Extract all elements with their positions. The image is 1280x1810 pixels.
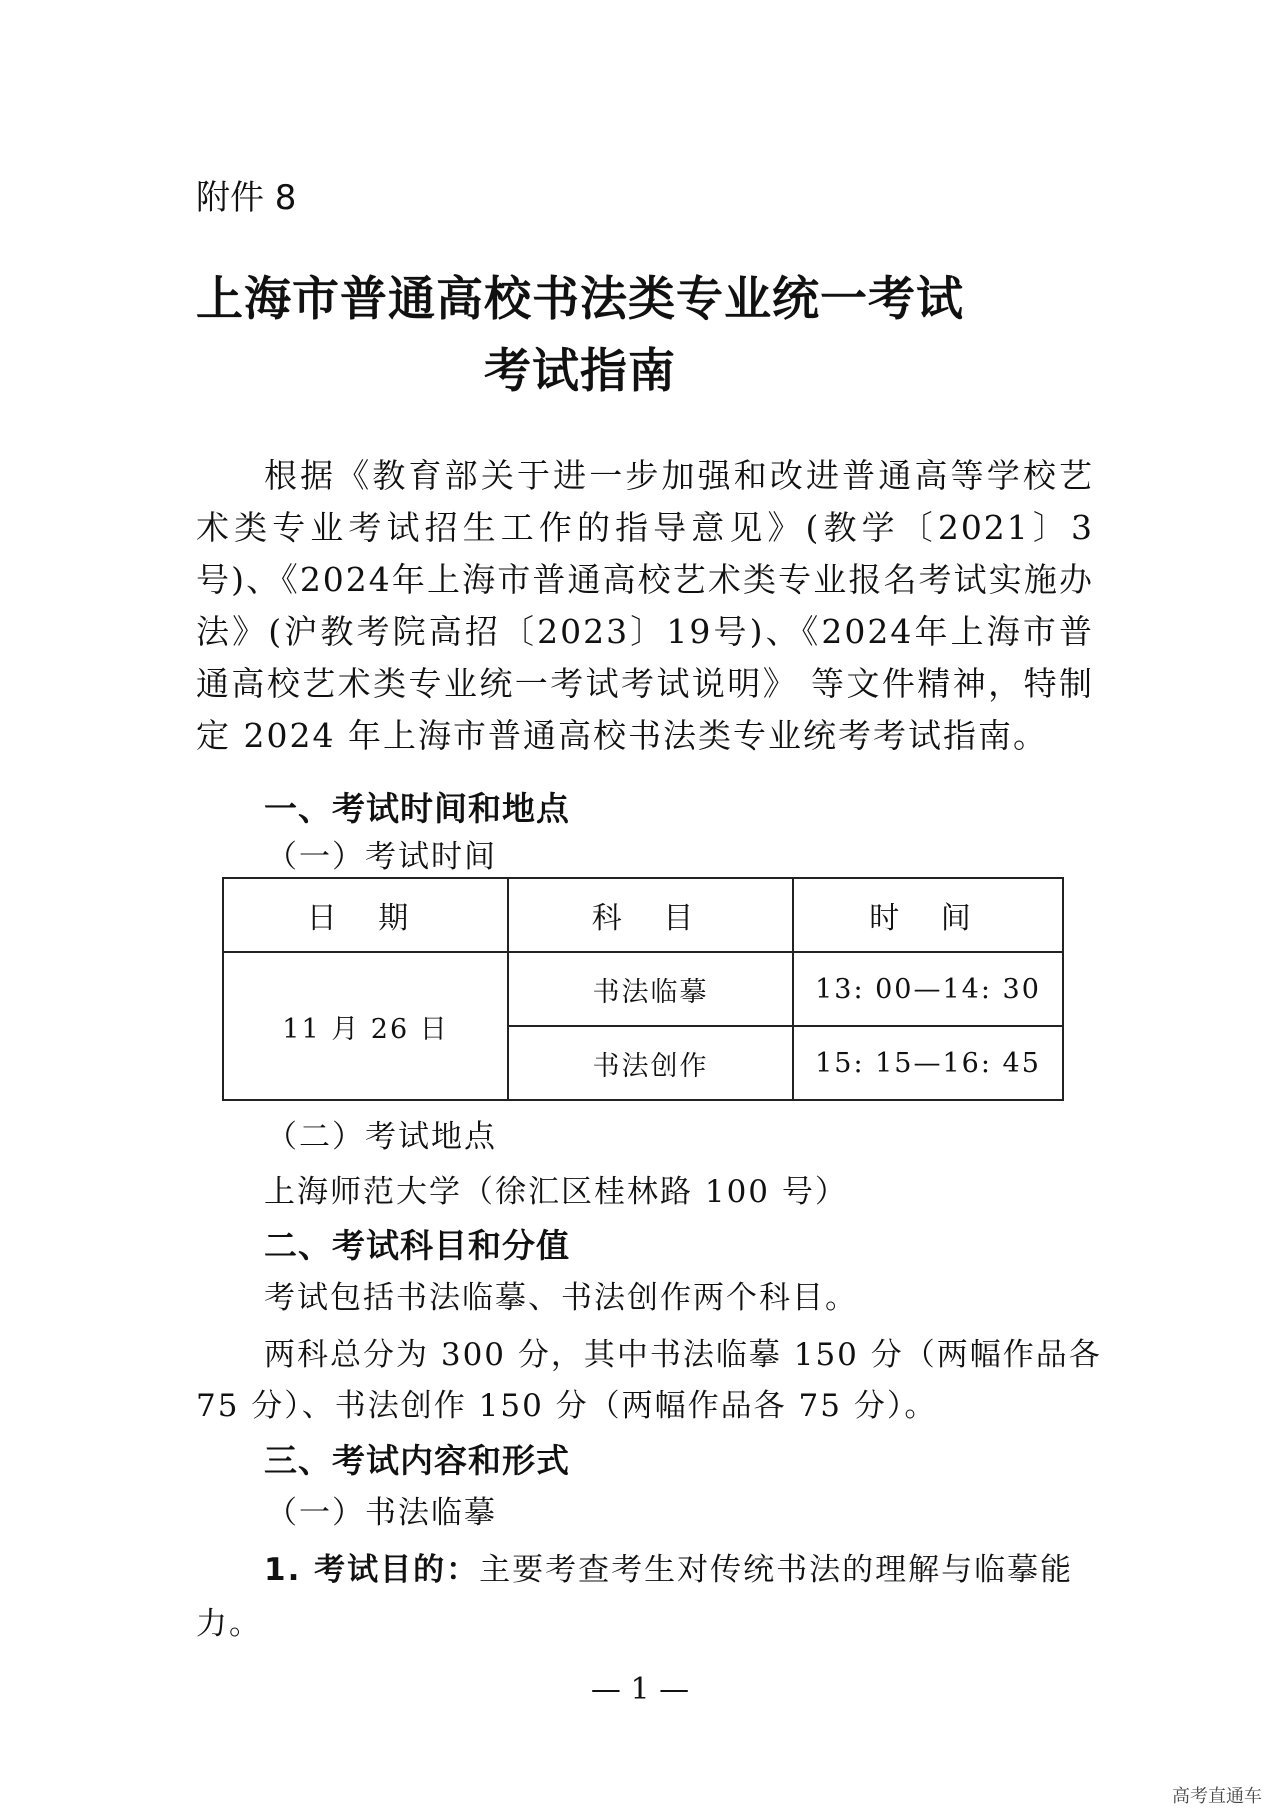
time-cell: 13: 00—14: 30 [793,952,1063,1026]
section-1-heading: 一、考试时间和地点 [264,789,570,828]
subsection-exam-location: （二）考试地点 [266,1119,497,1155]
intro-paragraph: 根据《教育部关于进一步加强和改进普通高等学校艺术类专业考试招生工作的指导意见》(教学〔2021〕3号)、《2024年上海市普通高校艺术类专业报名考试实施办法》(沪教考院高招〔2023〕19号)、《2024年上海市普通高校艺术类专业统一考试考试说明》 等文件精神，特制定 2024 年上海市普通高校书法类专业统考考试指南。 [196,456,1094,755]
exam-purpose-line-2: 力。 [196,1606,262,1642]
subsection-exam-time: （一）考试时间 [266,839,497,875]
watermark: 高考直通车 [1172,1786,1262,1807]
subsection-calligraphy-copying: （一）书法临摹 [266,1495,497,1531]
table-header-row [223,878,1063,952]
subject-cell: 书法创作 [508,1026,793,1100]
exam-location: 上海师范大学（徐汇区桂林路 100 号） [264,1174,848,1210]
document-title-line-2: 考试指南 [484,344,676,399]
time-cell: 15: 15—16: 45 [793,1026,1063,1100]
table-row [223,952,1063,1026]
score-text-line-2: 75 分）、书法创作 150 分（两幅作品各 75 分）。 [196,1388,938,1424]
page-number: — 1 — [590,1672,690,1707]
section-2-heading: 二、考试科目和分值 [264,1226,570,1265]
header-date: 日 期 [223,878,508,952]
purpose-text: 主要考查考生对传统书法的理解与临摹能 [479,1552,1074,1588]
exam-purpose-line-1 [264,1544,1073,1589]
subjects-text: 考试包括书法临摹、书法创作两个科目。 [264,1280,858,1316]
header-subject: 科 目 [508,878,793,952]
date-cell: 11 月 26 日 [223,952,508,1100]
score-text-line-1: 两科总分为 300 分，其中书法临摹 150 分（两幅作品各 [264,1337,1102,1373]
document-title-line-1: 上海市普通高校书法类专业统一考试 [196,272,964,327]
attachment-label: 附件 8 [196,178,297,218]
subject-cell: 书法临摹 [508,952,793,1026]
purpose-label: 1. 考试目的： [264,1552,480,1588]
section-3-heading: 三、考试内容和形式 [264,1441,570,1480]
header-time: 时 间 [793,878,1063,952]
exam-schedule-table [222,877,1064,1101]
